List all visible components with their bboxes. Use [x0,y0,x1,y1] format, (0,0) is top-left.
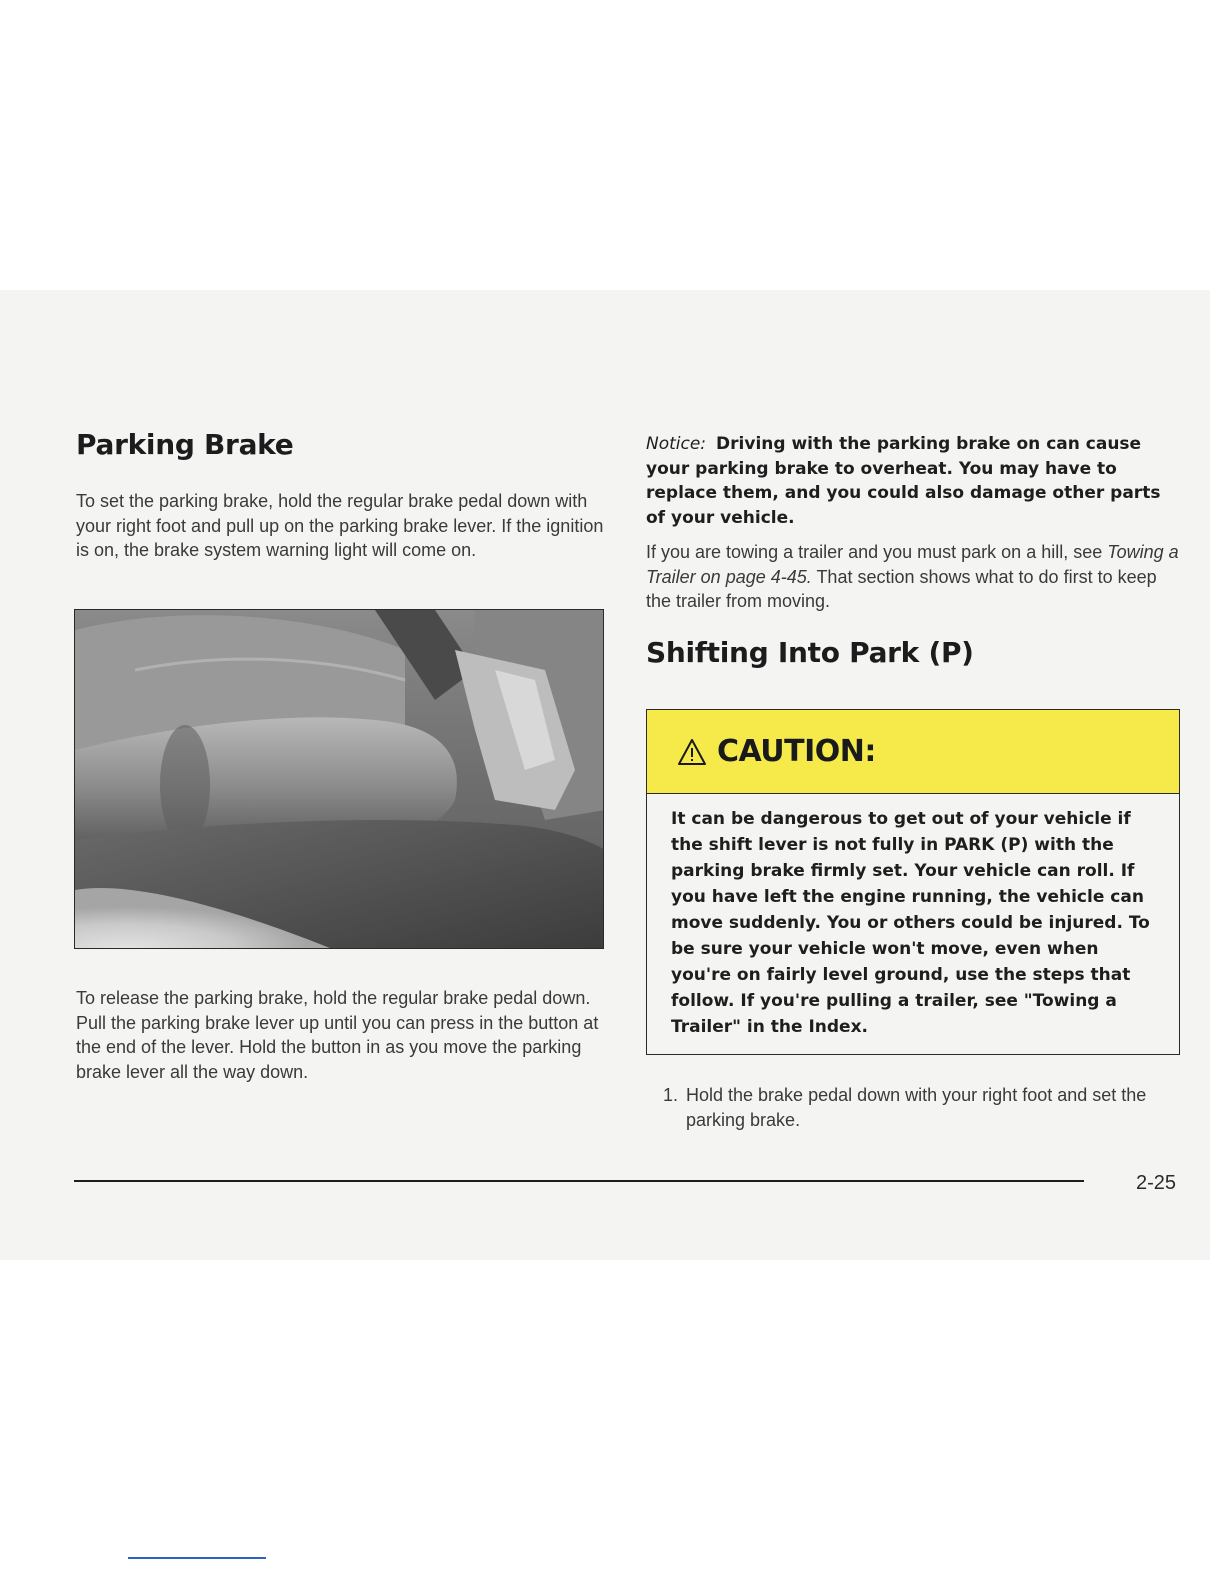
caution-header [647,710,1179,794]
parking-brake-intro: To set the parking brake, hold the regular brake pedal down with your right foot and pull up on the parking brake lever. If the ignition is on, the brake system warning light will come on. [76,491,604,560]
caution-text: It can be dangerous to get out of your vehicle if the shift lever is not fully in PARK (P) with the parking brake firmly set. Your vehicle can roll. If you have left the engine running, the vehicle can move suddenly. You or others could be injured. To be sure your vehicle won't move, even when you're on fairly level ground, use the steps that follow. If you're pulling a trailer, see "Towing a Trailer" in the Index. [671,809,1150,1037]
parking-brake-title: Parking Brake [76,428,294,461]
notice-text: Driving with the parking brake on can cause your parking brake to overheat. You may have to replace them, and you could also damage other parts of your vehicle. [646,434,1161,528]
parking-brake-release: To release the parking brake, hold the regular brake pedal down. Pull the parking brake lever up until you can press in the button at the end of the lever. Hold the button in as you move the parking brake lever all the way down. [76,988,599,1082]
left-column [76,428,606,563]
parking-brake-lever-photo [74,609,604,949]
warning-triangle-icon [677,738,707,766]
shifting-into-park-title: Shifting Into Park (P) [646,635,974,669]
scan-edge-line [128,1557,266,1559]
towing-paragraph [646,540,1184,614]
notice-label: Notice: [646,434,707,454]
right-column [646,432,1184,669]
towing-text-after: That section shows what to do first to keep the trailer from moving. [646,566,1157,611]
step-number: 1. [662,1085,678,1105]
page-number: 2-25 [1136,1172,1177,1194]
step-list-item [646,1083,1176,1132]
caution-box [646,709,1180,1055]
footer-rule [74,1180,1084,1182]
towing-text-before: If you are towing a trailer and you must park on a hill, see [646,542,1108,562]
caution-label: CAUTION: [717,734,876,769]
step-text: Hold the brake pedal down with your right foot and set the parking brake. [686,1085,1147,1130]
notice-paragraph [646,432,1184,530]
towing-cross-reference: Towing a Trailer on page 4-45. [646,542,1179,587]
